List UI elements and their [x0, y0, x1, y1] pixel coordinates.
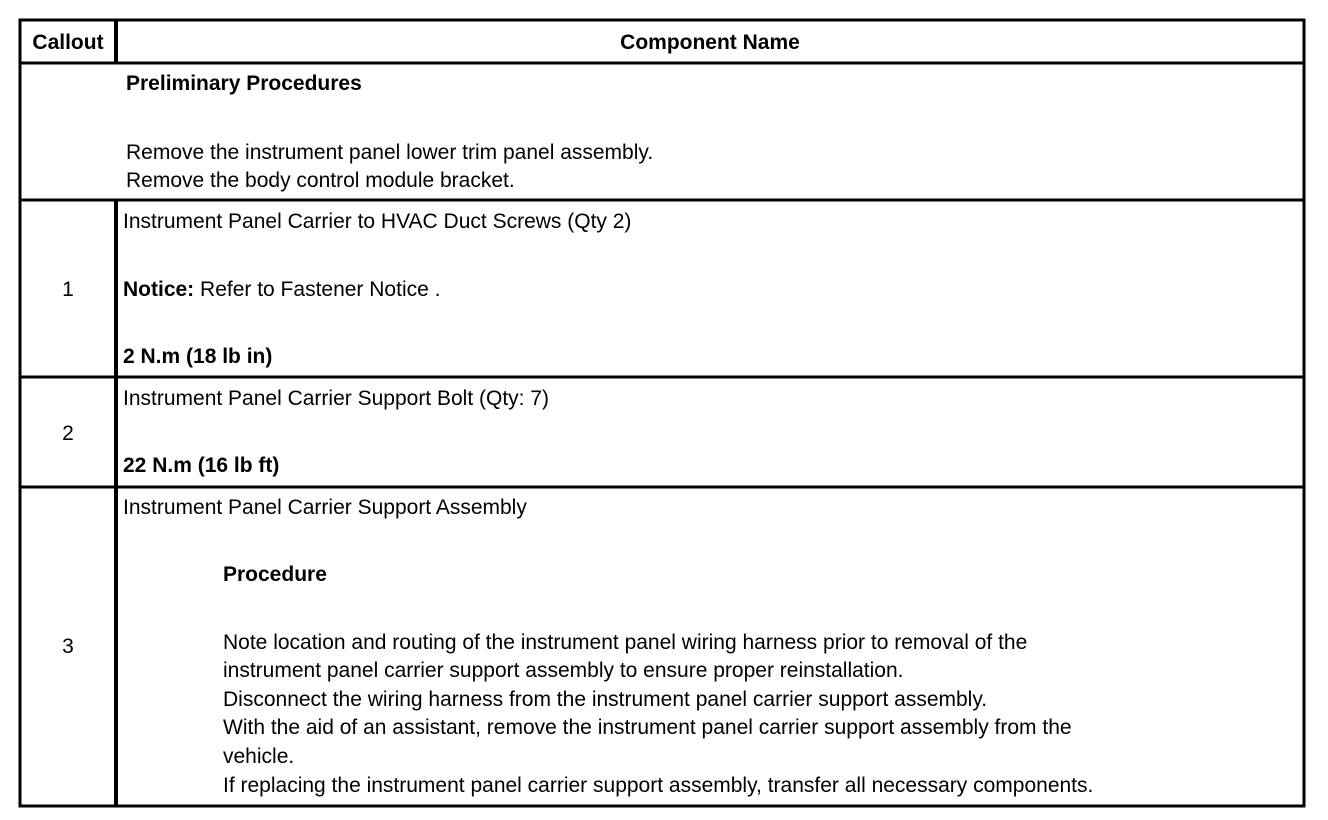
torque-spec: 22 N.m (16 lb ft): [123, 454, 280, 477]
procedure-line: If replacing the instrument panel carrier support assembly, transfer all necessary components.: [223, 774, 1094, 797]
callout-number: 1: [62, 278, 74, 301]
header-callout: Callout: [32, 31, 104, 54]
procedure-line: Note location and routing of the instrument panel wiring harness prior to removal of the: [223, 631, 1028, 654]
notice-label: Notice:: [123, 278, 195, 301]
procedure-line: With the aid of an assistant, remove the instrument panel carrier support assembly from the: [223, 716, 1072, 739]
procedure-line: instrument panel carrier support assembly to ensure proper reinstallation.: [223, 659, 904, 682]
component-name: Instrument Panel Carrier Support Assembly: [123, 496, 527, 519]
preliminary-title: Preliminary Procedures: [126, 72, 362, 95]
procedure-line: Disconnect the wiring harness from the instrument panel carrier support assembly.: [223, 688, 988, 711]
preliminary-step: Remove the instrument panel lower trim panel assembly.: [126, 141, 654, 164]
header-component-name: Component Name: [620, 31, 800, 54]
notice-line: [123, 276, 440, 304]
preliminary-step: Remove the body control module bracket.: [126, 169, 515, 192]
procedure-title: Procedure: [223, 563, 327, 586]
notice-text: Refer to Fastener Notice .: [194, 278, 441, 301]
component-name: Instrument Panel Carrier Support Bolt (Qty: 7): [123, 387, 549, 410]
callout-number: 3: [62, 635, 74, 658]
torque-spec: 2 N.m (18 lb in): [123, 345, 273, 368]
callout-number: 2: [62, 422, 74, 445]
procedure-line: vehicle.: [223, 745, 295, 768]
component-name: Instrument Panel Carrier to HVAC Duct Screws (Qty 2): [123, 210, 632, 233]
